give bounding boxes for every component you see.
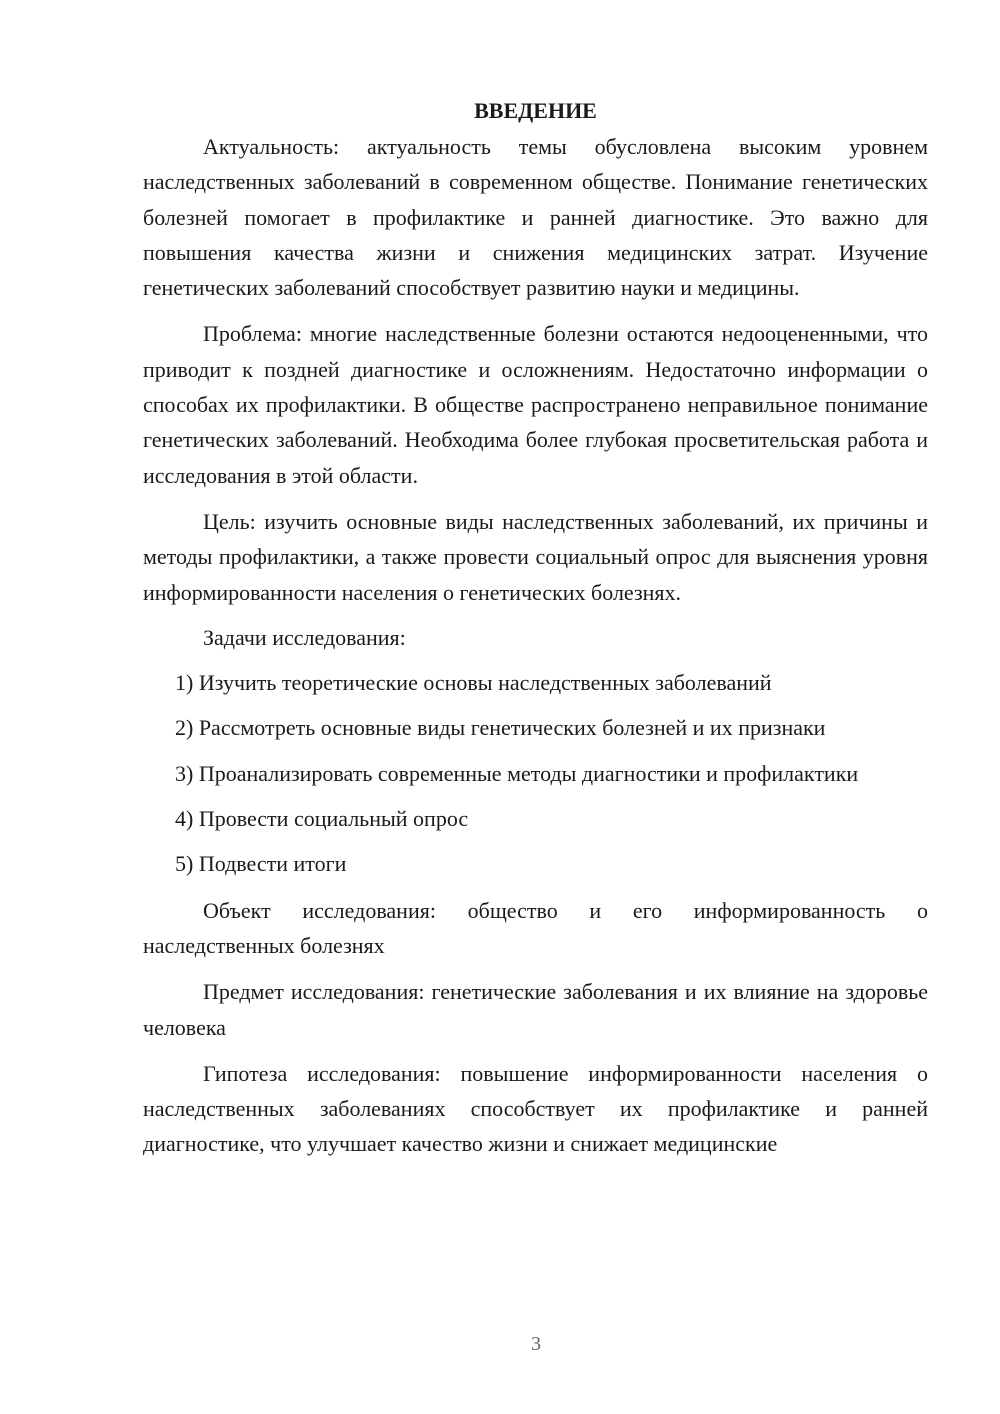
page-number: 3 [531,1333,541,1355]
hypothesis-paragraph: Гипотеза исследования: повышение информированности населения о наследственных заболеваниях способствует их профилактике и ранней диагностике, что улучшает качество жизни и снижает медицинские [143,1060,928,1157]
object-paragraph: Объект исследования: общество и его информированность о наследственных болезнях [143,897,928,958]
section-heading: ВВЕДЕНИЕ [474,98,597,123]
task-item-4: 4) Провести социальный опрос [175,806,469,832]
task-item-5: 5) Подвести итоги [175,851,347,877]
page-content [143,93,928,1162]
relevance-paragraph: Актуальность: актуальность темы обусловлена высоким уровнем наследственных заболеваний в современном обществе. Понимание генетических болезней помогает в профилактике и ранней диагностике. Это важно для повышения качества жизни и снижения медицинских затрат. Изучение генетических заболеваний способствует развитию науки и медицины. [143,134,928,301]
goal-paragraph: Цель: изучить основные виды наследственных заболеваний, их причины и методы профилактики, а также провести социальный опрос для выяснения уровня информированности населения о генетических болезнях. [143,508,928,605]
tasks-title: Задачи исследования: [203,624,406,650]
task-item-2: 2) Рассмотреть основные виды генетических болезней и их признаки [175,715,826,741]
task-item-1: 1) Изучить теоретические основы наследственных заболеваний [175,670,772,696]
subject-paragraph: Предмет исследования: генетические заболевания и их влияние на здоровье человека [143,979,928,1040]
task-item-3: 3) Проанализировать современные методы диагностики и профилактики [175,760,859,786]
problem-paragraph: Проблема: многие наследственные болезни остаются недооцененными, что приводит к поздней диагностике и осложнениям. Недостаточно информации о способах их профилактики. В обществе распространено неправильное понимание генетических заболеваний. Необходима более глубокая просветительская работа и исследования в этой области. [143,321,928,488]
